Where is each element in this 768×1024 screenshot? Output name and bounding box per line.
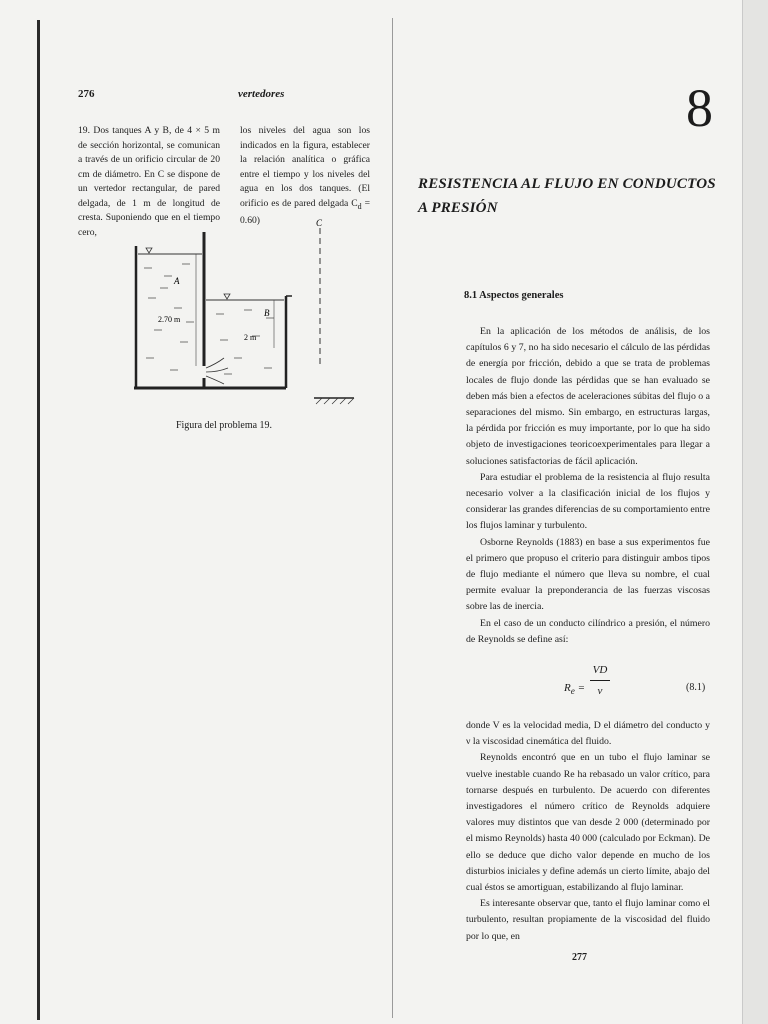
problem-text-col2	[240, 124, 370, 228]
page-edge-right	[742, 0, 768, 1024]
level-marker-b	[224, 294, 230, 299]
orifice-jet	[206, 358, 228, 384]
section-heading: 8.1 Aspectos generales	[464, 290, 564, 301]
left-page-header	[78, 88, 378, 106]
equation-equals: =	[574, 682, 585, 695]
equation-lhs	[564, 680, 585, 699]
chapter-title-line-2: A PRESIÓN	[418, 200, 498, 216]
equation-row	[466, 648, 710, 728]
equation-number: (8.1)	[686, 682, 706, 694]
figure-caption: Figura del problema 19.	[175, 420, 273, 431]
body-text-lower	[466, 718, 710, 945]
chapter-title	[418, 172, 718, 220]
equation-denominator: ν	[597, 685, 603, 698]
left-page	[44, 0, 390, 1024]
chapter-title-line-1: RESISTENCIA AL FLUJO EN CONDUCTOS	[418, 176, 716, 192]
tank-b-label: B	[264, 308, 270, 318]
problem-text-col2-main: los niveles del agua son los indicados en la figura, establecer la relación analítica o gráfica entre el tiempo y los niveles del agua en los dos tanques. (El orificio es de pared delgada C	[240, 125, 370, 209]
page-gutter	[392, 18, 393, 1018]
paragraph-5: donde V es la velocidad media, D el diámetro del conducto y ν la viscosidad cinemática del fluido.	[466, 720, 710, 748]
paragraph-4: En el caso de un conducto cilíndrico a presión, el número de Reynolds se define así:	[466, 617, 710, 645]
water-hatch-b	[216, 310, 274, 374]
problem-text-col1: 19. Dos tanques A y B, de 4 × 5 m de sección horizontal, se comunican a través de un orificio circular de 20 cm de diámetro. En C se dispone de un vertedor rectangular, de pared delgada, de 1 m de longitud de cresta. Suponiendo que en el tiempo cero,	[78, 125, 220, 238]
paragraph-2: Para estudiar el problema de la resistencia al flujo resulta necesario volver a la clasificación inicial de los flujos y considerar las grandes diferencias de su comportamiento entre los flujos laminar y turbulento.	[466, 471, 711, 532]
dim-label-1: 2.70 m	[158, 315, 181, 324]
dim-label-2: 2 m	[244, 333, 257, 342]
body-text-upper	[466, 324, 710, 728]
right-page	[396, 0, 740, 1024]
binding-shadow-left	[37, 20, 40, 1020]
chapter-number: 8	[686, 78, 713, 138]
problem-text-col2-sub: d	[357, 201, 362, 211]
problem-text-col2-end: = 0.60)	[240, 197, 370, 226]
left-page-number: 276	[78, 88, 95, 100]
paragraph-1: En la aplicación de los métodos de análisis, de los capítulos 6 y 7, no ha sido necesario el cálculo de las pérdidas de energía por fricción, debido a que se trata de problemas locales de flujo donde las pérdidas que se han evaluado se deben más bien a efectos de aceleraciones súbitas del flujo o a separaciones del mismo. Sin embargo, en estructuras largas, la pérdida por fricción es muy importante, por lo que ha sido objeto de investigaciones teoricoexperimentales para llegar a soluciones satisfactorias de fácil aplicación.	[466, 326, 711, 467]
equation-lhs-symbol: R	[564, 682, 571, 695]
equation-lhs-sub: e	[570, 686, 575, 697]
tank-a-label: A	[174, 276, 180, 286]
ground-hatch	[316, 398, 354, 404]
equation-fraction	[590, 662, 610, 699]
problem-figure	[124, 218, 364, 418]
tanks-diagram	[124, 218, 364, 418]
paragraph-6: Reynolds encontró que en un tubo el flujo laminar se vuelve inestable cuando Re ha rebasado un valor crítico, para tornarse después en turbulento. De acuerdo con diferentes investigadores el número crítico de Reynolds adquiere valores muy distintos que van desde 2 000 (determinado por el mismo Reynolds) hasta 40 000 (calculado por Eckman). De ello se deduce que dicho valor depende en mucho de los disturbios iniciales y define además un cierto límite, abajo del cual éstos se amortiguan, estabilizando al flujo laminar.	[466, 752, 710, 894]
equation-numerator: VD	[590, 662, 610, 681]
running-head: vertedores	[238, 88, 285, 100]
paragraph-7: Es interesante observar que, tanto el flujo laminar como el turbulento, resultan propiamente de la viscosidad del fluido por lo que, en	[466, 898, 710, 942]
level-marker-a	[146, 248, 152, 253]
right-page-number: 277	[572, 952, 587, 963]
paragraph-3: Osborne Reynolds (1883) en base a sus experimentos fue el primero que propuso el criterio para distinguir ambos tipos de flujo mediante el número que lleva su nombre, el cual permite evaluar la preponderancia de las fuerzas viscosas sobre las de inercia.	[466, 536, 710, 613]
weir-c-label: C	[316, 218, 323, 228]
